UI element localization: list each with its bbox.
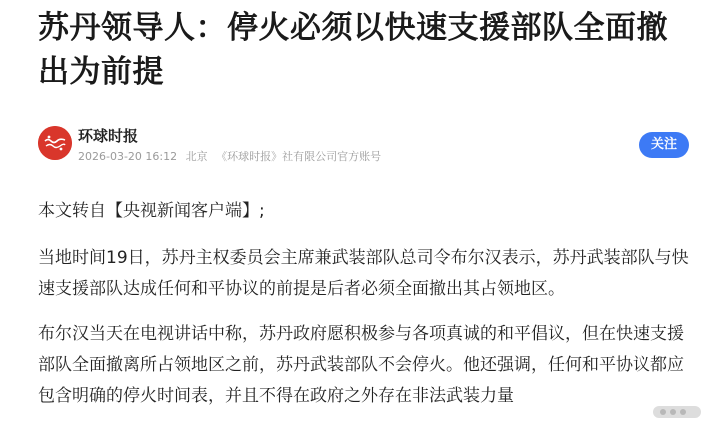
article-meta [78, 150, 386, 164]
author-name[interactable]: 环球时报 [78, 127, 139, 145]
publish-timestamp: 2026-03-20 16:12 [78, 150, 178, 163]
article-paragraph: 当地时间19日，苏丹主权委员会主席兼武装部队总司令布尔汉表示，苏丹武装部队与快速支援部队达成任何和平协议的前提是后者必须全面撤出其占领地区。 [38, 248, 689, 299]
article-headline: 苏丹领导人：停火必须以快速支援部队全面撤出为前提 [38, 10, 668, 90]
follow-button[interactable]: 关注 [639, 132, 689, 158]
watermark-icon [647, 401, 707, 423]
publish-location: 北京 [185, 150, 208, 163]
author-info-row [38, 124, 693, 168]
account-description: 《环球时报》社有限公司官方账号 [216, 150, 382, 163]
source-line: 本文转自【央视新闻客户端】; [38, 201, 265, 221]
article-paragraph: 布尔汉当天在电视讲话中称，苏丹政府愿积极参与各项真诚的和平倡议，但在快速支援部队全面撤离所占领地区之前，苏丹武装部队不会停火。他还强调，任何和平协议都应包含明确的停火时间表，并且不得在政府之外存在非法武装力量 [38, 324, 684, 406]
huanqiu-logo-icon[interactable] [38, 126, 72, 160]
